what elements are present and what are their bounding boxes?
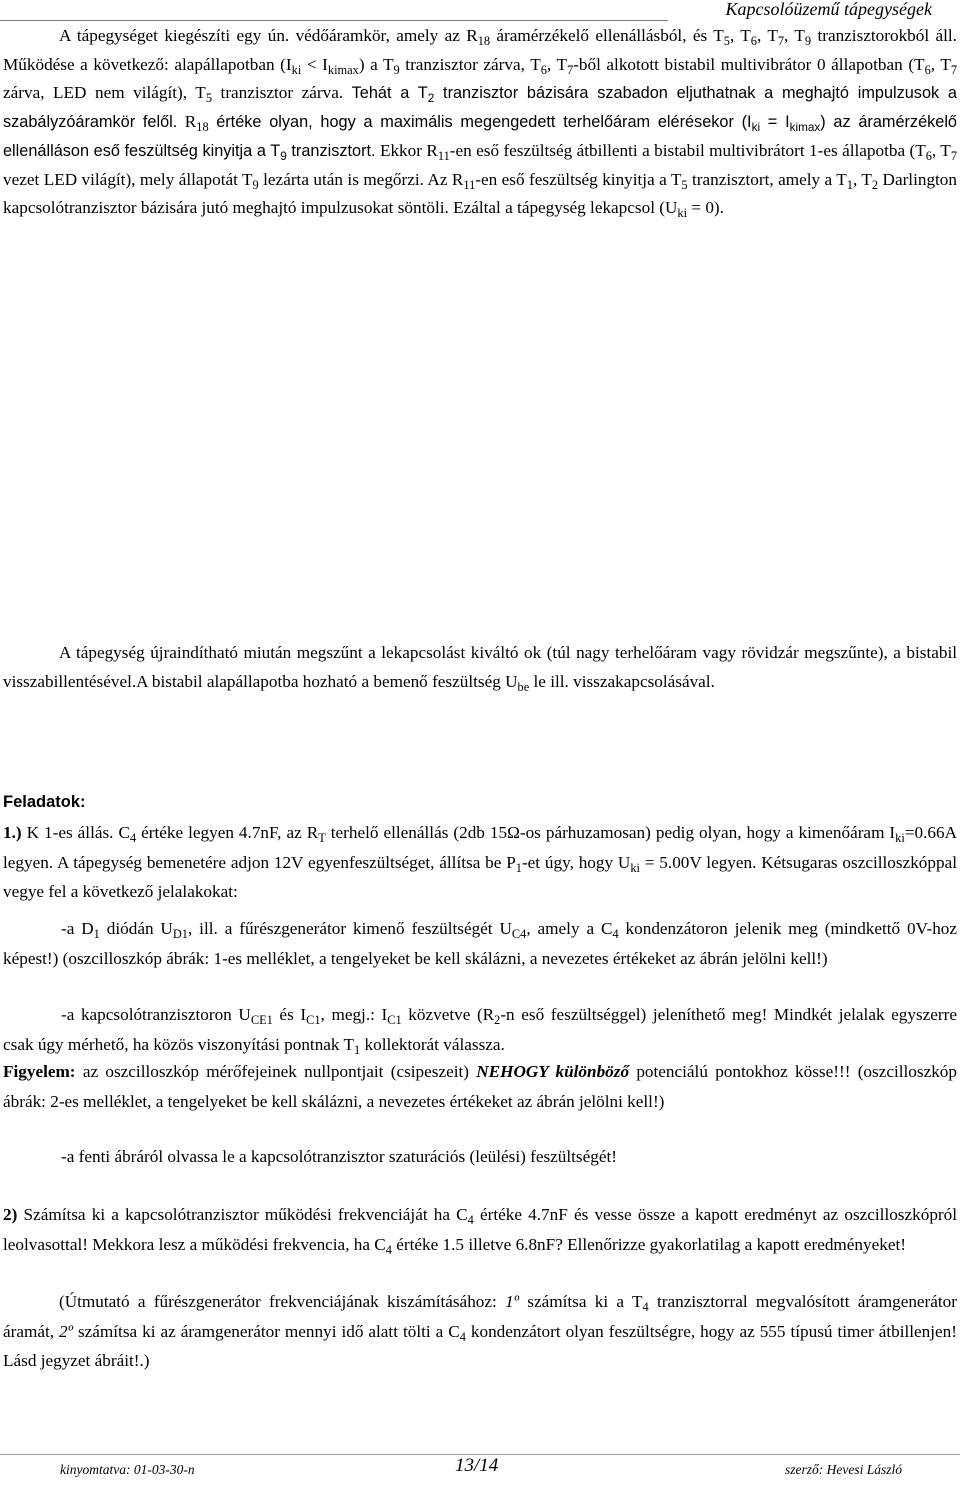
- task-2-hint: (Útmutató a fűrészgenerátor frekvenciájának kiszámításához: 1º számítsa ki a $T_4$ tranzisztorral megvalósított áramgenerátor áramát, 2º számítsa ki az áramgenerátor mennyi idő alatt tölti a $C_4$ kondenzátort olyan feszültségre, hogy az 555 típusú timer átbillenjen! Lásd jegyzet ábráit!.): [3, 1292, 957, 1370]
- footer-author: szerző: Hevesi László: [785, 1462, 902, 1477]
- intro-paragraph: A tápegységet kiegészíti egy ún. védőáramkör, amely az $R_{18}$ áramérzékelő ellenállásból, és $T_5$, $T_6$, $T_7$, $T_9$ tranzisztorokból áll. Működése a következő: alapállapotban $(I_{ki} < I_{kimax})$ a $T_9$ tranzisztor zárva, $T_6$, $T_7$-ből alkotott bistabil multivibrátor 0 állapotban ($T_6$, $T_7$ zárva, LED nem világít), $T_5$ tranzisztor zárva. Tehát a $T_2$ tranzisztor bázisára szabadon eljuthatnak a meghajtó impulzusok a szabályzóáramkör felől. $R_{18}$ értéke olyan, hogy a maximális megengedett terhelőáram elérésekor $(I_{ki} = I_{kimax})$ az áramérzékelő ellenálláson eső feszültség kinyitja a $T_9$ tranzisztort. Ekkor $R_{11}-en$ eső feszültség átbillenti a bistabil multivibrátort 1-es állapotba ($T_6$, $T_7$ vezet LED világít), mely állapotát $T_9$ lezárta után is megőrzi. Az $R_{11}-en$ eső feszültség kinyitja a $T_5$ tranzisztort, amely a $T_1$, $T_2$ Darlington kapcsolótranzisztor bázisára jutó meghajtó impulzusokat söntöli. Ezáltal a tápegység lekapcsol $(U_{ki} = 0)$.: [3, 26, 958, 221]
- running-header: Kapcsolóüzemű tápegységek: [725, 0, 932, 19]
- task-1-item-c: -a fenti ábráról olvassa le a kapcsolótranzisztor szaturációs (leülési) feszültségét!: [61, 1147, 617, 1166]
- footer-printed: kinyomtatva: 01-03-30-n: [60, 1462, 195, 1477]
- task-1-item-b: -a kapcsolótranzisztoron $U_{CE1}$ és $I_{C1}$, megj.: $I_{C1}$ közvetve ($R_2-n$ eső feszültséggel) jeleníthető meg! Mindkét jelalak egyszerre csak úgy mérhető, ha közös viszonyítási pontnak $T_1$ kollektorát válassza.: [3, 1005, 958, 1057]
- task-1-item-a: -a $D_1$ diódán $U_{D1}$, ill. a fűrészgenerátor kimenő feszültségét $U_{C4}$, amely a $C_4$ kondenzátoron jelenik meg (mindkettő 0V-hoz képest!) (oszcilloszkóp ábrák: 1-es melléklet, a tengelyeket be kell skálázni, a nevezetes értékeket az ábrán jelölni kell!): [3, 919, 958, 968]
- task-1: 1.) K 1-es állás. $C_4$ értéke legyen 4.7nF, az $R_T$ terhelő ellenállás (2db 15Ω-os párhuzamosan) pedig olyan, hogy a kimenőáram $I_{ki}=0.66A$ legyen. A tápegység bemenetére adjon 12V egyenfeszültséget, állítsa be $P_1-et$ úgy, hogy $U_{ki} = 5.00V$ legyen. Kétsugaras oszcilloszkóppal vegye fel a következő jelalakokat:: [3, 823, 957, 901]
- task-1-warning: Figyelem: az oszcilloszkóp mérőfejeinek nullpontjait (csipeszeit) NEHOGY különböző potenciálú pontokhoz kösse!!! (oszcilloszkóp ábrák: 2-es melléklet, a tengelyeket be kell skálázni, a nevezetes értékeket az ábrán jelölni kell!): [3, 1062, 957, 1111]
- restart-paragraph: A tápegység újraindítható miután megszűnt a lekapcsolást kiváltó ok (túl nagy terhelőáram vagy rövidzár megszűnte), a bistabil visszabillentésével.A bistabil alapállapotba hozható a bemenő feszültség $U_{be}$ le ill. visszakapcsolásával.: [3, 643, 957, 694]
- header-rule: [0, 20, 668, 21]
- footer-page-number: 13/14: [455, 1455, 499, 1476]
- task-2: 2) Számítsa ki a kapcsolótranzisztor működési frekvenciáját ha $C_4$ értéke 4.7nF és vesse össze a kapott eredményt az oszcilloszkópról leolvasottal! Mekkora lesz a működési frekvencia, ha $C_4$ értéke 1.5 illetve 6.8nF? Ellenőrizze gyakorlatilag a kapott eredményeket!: [3, 1205, 958, 1257]
- tasks-heading: Feladatok:: [3, 793, 86, 811]
